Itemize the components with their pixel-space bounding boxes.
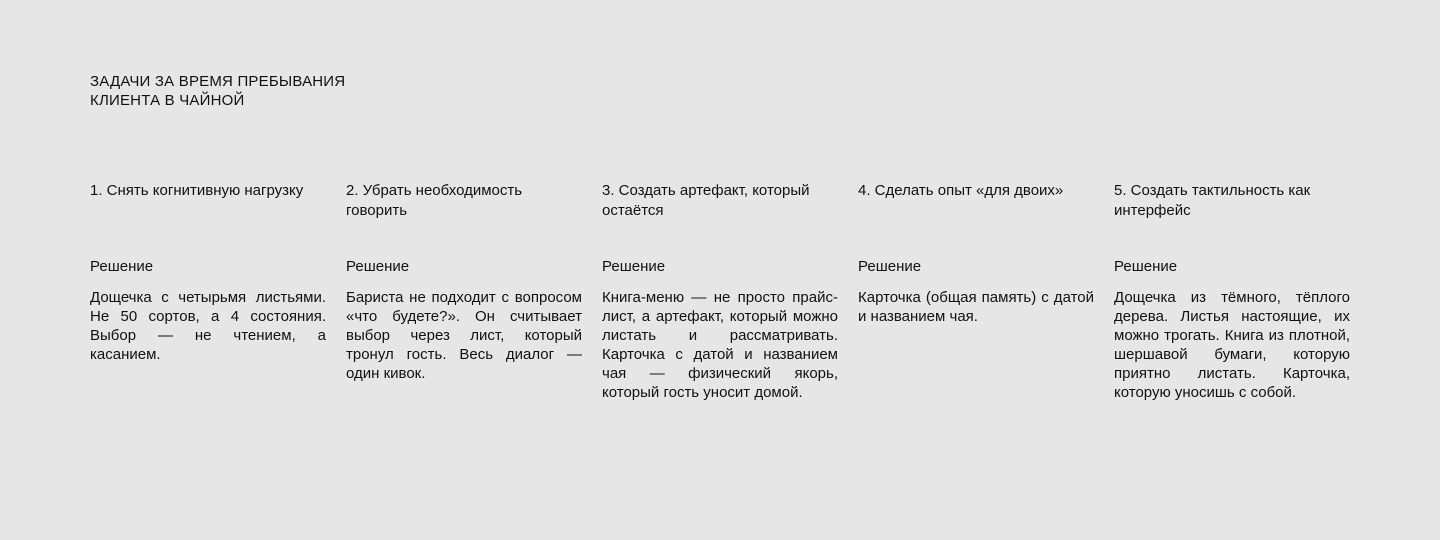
solution-text: Книга-меню — не просто прайс-лист, а артефакт, который можно листать и рассматривать. Карточка с датой и названием чая — физический якорь, который гость уносит домой. (602, 289, 838, 401)
task-heading: 5. Создать тактильность как интерфейс (1114, 182, 1311, 219)
task-column-1 (90, 181, 326, 364)
solution-label: Решение (858, 258, 922, 275)
task-heading: 2. Убрать необходимость говорить (346, 182, 523, 219)
task-heading: 3. Создать артефакт, который остаётся (602, 182, 810, 219)
page-title (90, 72, 345, 110)
task-heading: 1. Снять когнитивную нагрузку (90, 182, 304, 199)
solution-label: Решение (602, 258, 666, 275)
task-column-5 (1114, 181, 1350, 402)
task-column-3 (602, 181, 838, 402)
solution-text: Карточка (общая память) с датой и названием чая. (858, 289, 1094, 325)
solution-label: Решение (346, 258, 410, 275)
solution-text: Дощечка с четырьмя листьями. Не 50 сортов, а 4 состояния. Выбор — не чтением, а касанием. (90, 289, 326, 363)
solution-label: Решение (90, 258, 154, 275)
solution-text: Бариста не подходит с вопросом «что будете?». Он считывает выбор через лист, который тронул гость. Весь диалог — один кивок. (346, 289, 582, 382)
task-column-2 (346, 181, 582, 383)
page-title-line2: КЛИЕНТА В ЧАЙНОЙ (90, 92, 245, 109)
solution-text: Дощечка из тёмного, тёплого дерева. Листья настоящие, их можно трогать. Книга из плотной, шершавой бумаги, которую приятно листать. Карточка, которую уносишь с собой. (1114, 289, 1350, 401)
page-title-line1: ЗАДАЧИ ЗА ВРЕМЯ ПРЕБЫВАНИЯ (90, 73, 346, 90)
task-column-4 (858, 181, 1094, 326)
solution-label: Решение (1114, 258, 1178, 275)
task-heading: 4. Сделать опыт «для двоих» (858, 182, 1064, 199)
